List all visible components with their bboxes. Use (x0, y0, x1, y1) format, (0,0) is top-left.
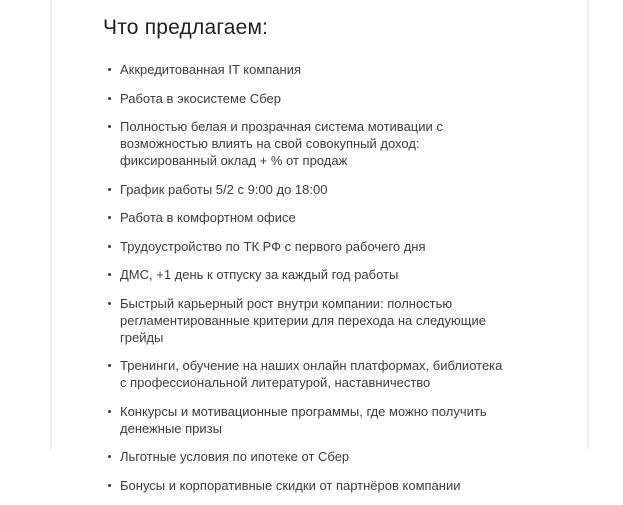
list-item-text: Полностью белая и прозрачная система мотивации с возможностью влиять на свой совокупный доход: фиксированный оклад + % от продаж (120, 119, 443, 168)
right-column-divider (587, 0, 589, 450)
list-item (103, 403, 508, 437)
bullet-icon (108, 273, 111, 276)
list-item (103, 181, 508, 198)
bullet-icon (108, 302, 111, 305)
list-item-text: График работы 5/2 с 9:00 до 18:00 (120, 181, 328, 197)
list-item (103, 295, 508, 346)
bullet-icon (108, 410, 111, 413)
bullet-icon (108, 364, 111, 367)
list-item-text: Трудоустройство по ТК РФ с первого рабочего дня (120, 238, 426, 254)
list-item-text: Бонусы и корпоративные скидки от партнёров компании (120, 477, 461, 493)
benefits-section (103, 15, 527, 505)
list-item (103, 209, 508, 226)
list-item-text: ДМС, +1 день к отпуску за каждый год работы (120, 267, 399, 282)
list-item-text: Быстрый карьерный рост внутри компании: полностью регламентированные критерии для перехода на следующие грейды (120, 295, 486, 345)
bullet-icon (108, 188, 111, 191)
list-item (103, 118, 508, 169)
list-item-text: Работа в экосистеме Сбер (120, 90, 281, 106)
list-item (103, 477, 508, 494)
list-item (103, 266, 508, 283)
list-item (103, 90, 508, 107)
bullet-icon (108, 97, 111, 100)
bullet-icon (108, 125, 111, 128)
list-item-text: Работа в комфортном офисе (120, 210, 296, 225)
list-item (103, 357, 508, 391)
bullet-icon (108, 245, 111, 248)
list-item-text: Конкурсы и мотивационные программы, где можно получить денежные призы (120, 403, 487, 436)
bullet-icon (108, 455, 111, 458)
bullet-icon (108, 484, 111, 487)
page-title: Что предлагаем: (103, 16, 269, 39)
list-item-text: Тренинги, обучение на наших онлайн платформах, библиотека с профессиональной литературой, наставничество (120, 358, 503, 390)
list-item-text: Аккредитованная IT компания (120, 62, 302, 77)
list-item-text: Льготные условия по ипотеке от Сбер (120, 449, 350, 464)
left-column-divider (50, 0, 52, 450)
list-item (103, 61, 508, 78)
benefits-list (103, 61, 508, 494)
bullet-icon (108, 216, 111, 219)
list-item (103, 238, 508, 255)
list-item (103, 448, 508, 465)
bullet-icon (108, 68, 111, 71)
